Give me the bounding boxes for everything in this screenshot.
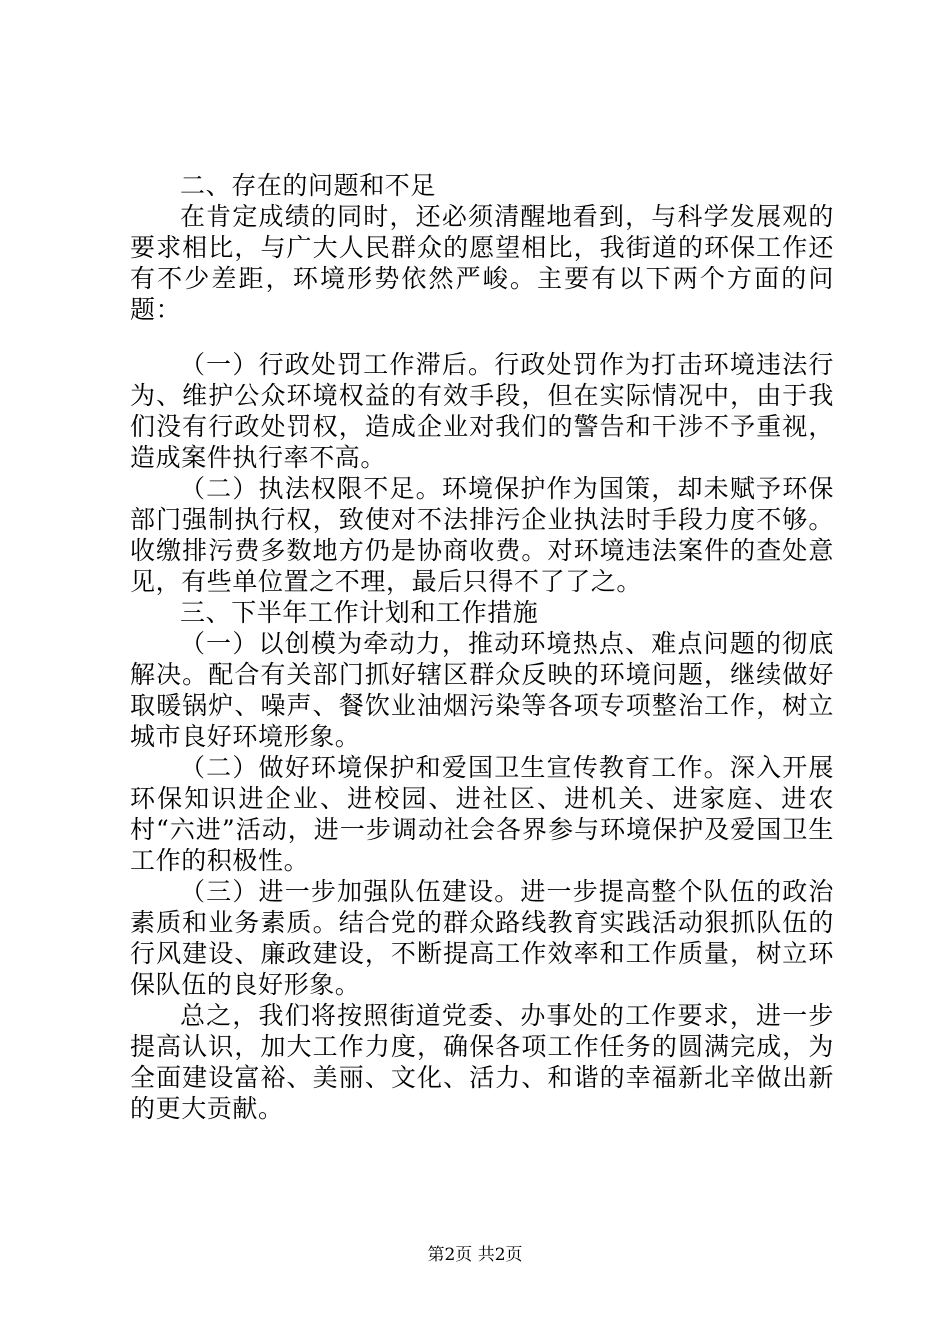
document-body	[130, 170, 834, 1124]
section-heading-problems: 二、存在的问题和不足	[180, 171, 437, 200]
paragraph-problem-2: （二）执法权限不足。环境保护作为国策，却未赋予环保部门强制执行权，致使对不法排污企业执法时手段力度不够。收缴排污费多数地方仍是协商收费。对环境违法案件的查处意见，有些单位置之不理，最后只得不了了之。	[130, 474, 834, 596]
paragraph-problem-1: （一）行政处罚工作滞后。行政处罚作为打击环境违法行为、维护公众环境权益的有效手段，但在实际情况中，由于我们没有行政处罚权，造成企业对我们的警告和干涉不予重视，造成案件执行率不高。	[130, 350, 834, 472]
page-number-footer: 第2页 共2页	[427, 1245, 523, 1265]
paragraph-plan-2: （二）做好环境保护和爱国卫生宣传教育工作。深入开展环保知识进企业、进校园、进社区、进机关、进家庭、进农村“六进”活动，进一步调动社会各界参与环境保护及爱国卫生工作的积极性。	[130, 753, 834, 875]
section-heading-plans: 三、下半年工作计划和工作措施	[180, 598, 539, 627]
paragraph-plan-3: （三）进一步加强队伍建设。进一步提高整个队伍的政治素质和业务素质。结合党的群众路线教育实践活动狠抓队伍的行风建设、廉政建设，不断提高工作效率和工作质量，树立环保队伍的良好形象。	[130, 877, 834, 999]
paragraph-conclusion: 总之，我们将按照街道党委、办事处的工作要求，进一步提高认识，加大工作力度，确保各项工作任务的圆满完成，为全面建设富裕、美丽、文化、活力、和谐的幸福新北辛做出新的更大贡献。	[130, 1001, 834, 1123]
paragraph-problems-intro: 在肯定成绩的同时，还必须清醒地看到，与科学发展观的要求相比，与广大人民群众的愿望相比，我街道的环保工作还有不少差距，环境形势依然严峻。主要有以下两个方面的问题：	[130, 202, 834, 324]
paragraph-plan-1: （一）以创模为牵动力，推动环境热点、难点问题的彻底解决。配合有关部门抓好辖区群众反映的环境问题，继续做好取暖锅炉、噪声、餐饮业油烟污染等各项专项整治工作，树立城市良好环境形象。	[130, 629, 834, 751]
